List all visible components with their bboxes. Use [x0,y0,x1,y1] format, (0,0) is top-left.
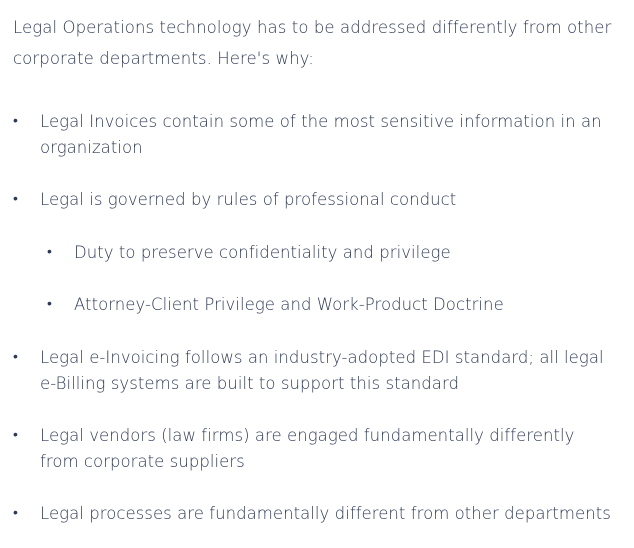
list-item-text: Attorney-Client Privilege and Work-Product Doctrine [74,295,504,314]
bullet-icon: • [13,191,18,207]
article-body [13,12,625,523]
bullet-icon: • [47,296,52,312]
bullet-icon: • [13,505,18,521]
list-item-text: Legal e-Invoicing follows an industry-adopted EDI standard; all legal e-Billing systems are built to support this standard [40,348,604,393]
intro-paragraph: Legal Operations technology has to be addressed differently from other corporate departments. Here's why: [13,18,612,68]
bullet-icon: • [13,349,18,365]
list-item-text: Duty to preserve confidentiality and privilege [74,243,451,262]
list-item-text: Legal Invoices contain some of the most sensitive information in an organization [40,112,602,157]
list-item-text: Legal is governed by rules of professional conduct [40,190,457,209]
bullet-icon: • [13,427,18,443]
list-item-text: Legal processes are fundamentally different from other departments [40,504,611,523]
list-item-text: Legal vendors (law firms) are engaged fundamentally differently from corporate suppliers [40,426,575,471]
bullet-icon: • [47,244,52,260]
bullet-icon: • [13,113,18,129]
